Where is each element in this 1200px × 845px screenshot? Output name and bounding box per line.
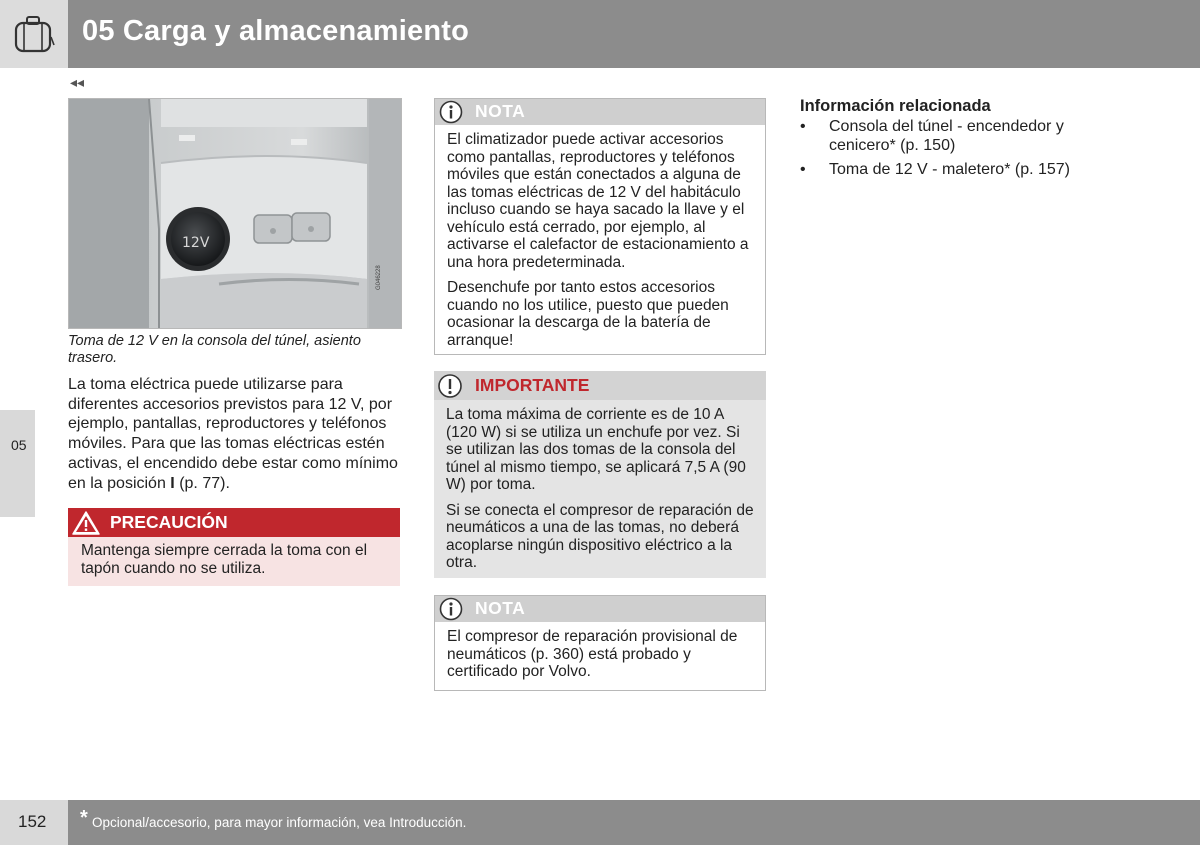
console-photo	[68, 98, 402, 329]
footer-note: Opcional/accesorio, para mayor información, vea Introducción.	[92, 815, 467, 830]
related-link-text: Toma de 12 V - maletero* (p. 157)	[829, 161, 1071, 178]
important-body	[446, 406, 758, 580]
important-title: IMPORTANTE	[475, 375, 590, 395]
note-paragraph: El climatizador puede activar accesorios como pantallas, reproductores y teléfonos móviles que están conectados a alguna de las tomas eléctricas de 12 V del habitáculo incluso cuando se haya sacado la llave y el vehículo está cerrado, por ejemplo, al activarse el calefactor de estacionamiento a una hora predeterminada.	[447, 131, 749, 271]
important-header	[434, 371, 766, 400]
body-text-bold: I	[170, 474, 175, 492]
important-box	[434, 371, 766, 578]
figure-code: G046228	[376, 265, 382, 290]
note-paragraph: El compresor de reparación provisional de neumáticos (p. 360) está probado y certificado por Volvo.	[447, 628, 738, 680]
note-box-1	[434, 98, 766, 355]
precaution-text: Mantenga siempre cerrada la toma con el tapón cuando no se utiliza.	[81, 542, 368, 577]
note-header-1	[435, 99, 765, 125]
related-info-list	[800, 118, 1120, 186]
warning-triangle-icon	[68, 508, 104, 537]
related-link-text: Consola del túnel - encendedor y cenicero* (p. 150)	[829, 118, 1064, 154]
chapter-tab	[0, 410, 35, 517]
page-number: 152	[18, 812, 47, 831]
header-icon-area	[0, 0, 68, 68]
page-header	[0, 0, 1200, 68]
important-paragraph: La toma máxima de corriente es de 10 A (120 W) si se utiliza un enchufe por vez. Si se utilizan las dos tomas de la consola del túnel al mismo tiempo, se aplicará 7,5 A (90 W) por toma.	[446, 406, 746, 493]
precaution-title: PRECAUCIÓN	[110, 512, 228, 532]
related-info-title: Información relacionada	[800, 97, 991, 115]
figure-caption: Toma de 12 V en la consola del túnel, asiento trasero.	[68, 333, 361, 366]
body-paragraph	[68, 375, 408, 493]
note-box-2	[434, 595, 766, 691]
suitcase-icon	[13, 15, 55, 55]
body-text-part: (p. 77).	[174, 474, 230, 492]
precaution-header	[68, 508, 400, 537]
related-link-console[interactable]	[800, 118, 1120, 155]
note-body-1	[447, 131, 757, 357]
info-icon	[438, 597, 464, 621]
back-nav-link[interactable]: ◂◂	[70, 74, 85, 90]
note-body-2	[447, 628, 757, 689]
important-paragraph: Si se conecta el compresor de reparación de neumáticos a una de las tomas, no deberá acoplarse ningún dispositivo eléctrico a la otra.	[446, 501, 754, 571]
note-header-2	[435, 596, 765, 622]
socket-label: 12V	[182, 235, 210, 251]
page-title: 05 Carga y almacenamiento	[82, 15, 470, 47]
bullet-icon: •	[800, 118, 806, 135]
related-link-trunk-socket[interactable]	[800, 161, 1120, 180]
chapter-tab-label: 05	[11, 437, 27, 453]
note-title-1: NOTA	[475, 101, 526, 121]
footer-asterisk: *	[80, 807, 88, 829]
note-paragraph: Desenchufe por tanto estos accesorios cuando no los utilice, puesto que pueden ocasionar la descarga de la batería de arranque!	[447, 279, 729, 349]
body-text-part: La toma eléctrica puede utilizarse para diferentes accesorios previstos para 12 V, por ejemplo, pantallas, reproductores y teléfonos móviles. Para que las tomas eléctricas estén activas, el encendido debe estar como mínimo en la posición	[68, 376, 398, 492]
exclamation-icon	[437, 373, 463, 399]
precaution-box	[68, 508, 400, 586]
note-title-2: NOTA	[475, 598, 526, 618]
info-icon	[438, 100, 464, 124]
bullet-icon: •	[800, 161, 806, 178]
